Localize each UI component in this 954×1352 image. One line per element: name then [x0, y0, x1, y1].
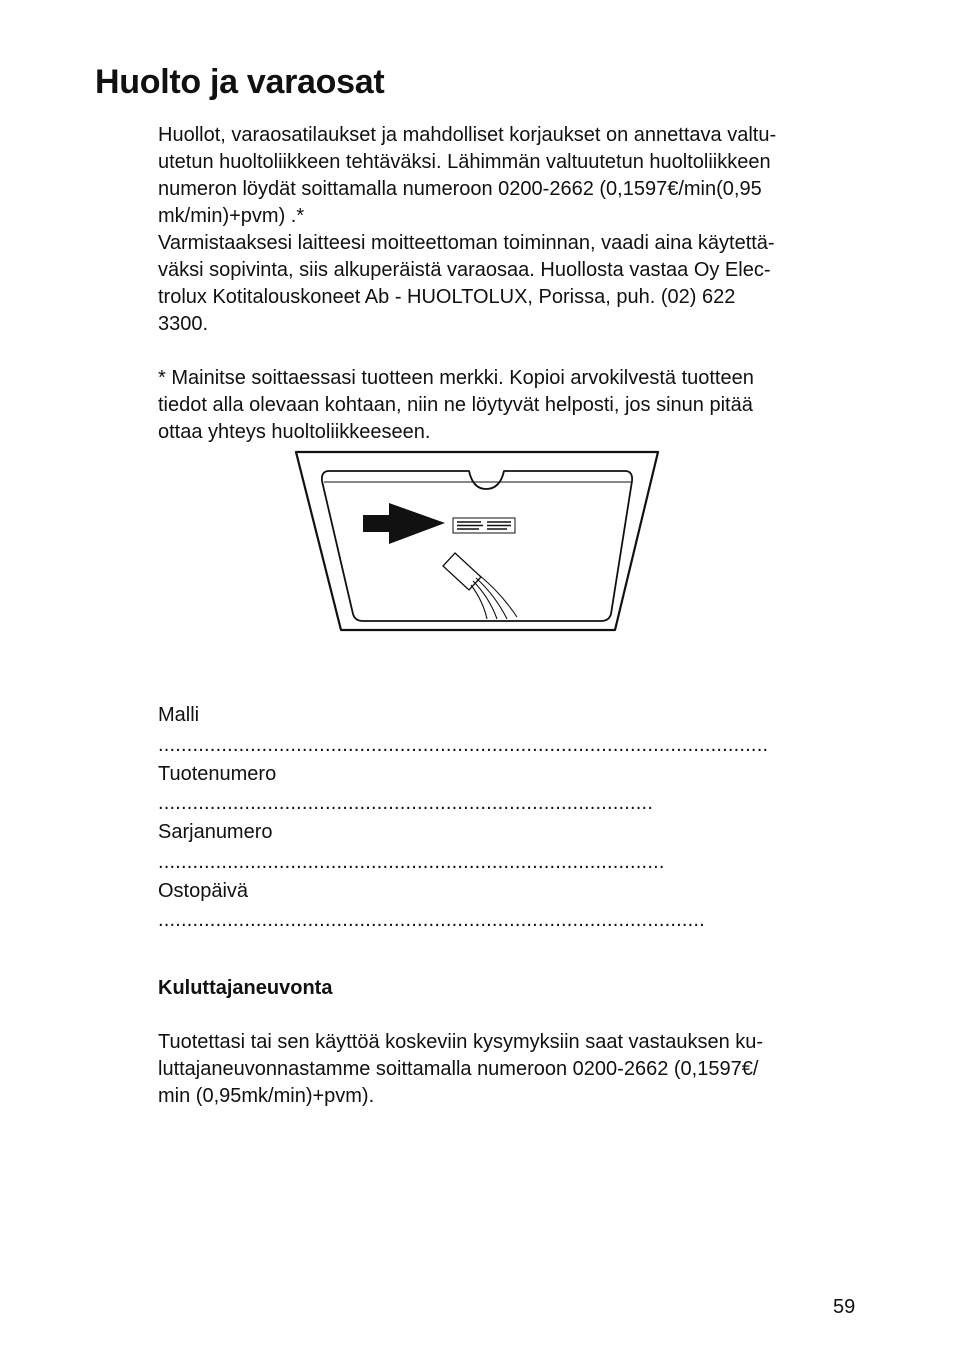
consumer-advice-line: min (0,95mk/min)+pvm). — [158, 1085, 375, 1107]
intro-line: 3300. — [158, 313, 209, 335]
page-number: 59 — [833, 1296, 856, 1318]
intro-line: Huollot, varaosatilaukset ja mahdolliset korjaukset on annettava valtu- — [158, 124, 777, 146]
intro-line: numeron löydät soittamalla numeroon 0200-2662 (0,1597€/min(0,95 — [158, 178, 762, 200]
consumer-advice-heading: Kuluttajaneuvonta — [158, 977, 333, 999]
footnote-line: ottaa yhteys huoltoliikkeeseen. — [158, 421, 431, 443]
purchase-date-fill-line: ............................................................................................... — [158, 909, 705, 931]
footnote-line: * Mainitse soittaessasi tuotteen merkki. Kopioi arvokilvestä tuotteen — [158, 367, 754, 389]
serial-number-label: Sarjanumero — [158, 821, 273, 843]
product-number-label: Tuotenumero — [158, 763, 277, 785]
intro-line: trolux Kotitalouskoneet Ab - HUOLTOLUX, Porissa, puh. (02) 622 — [158, 286, 736, 308]
intro-line: väksi sopivinta, siis alkuperäistä varaosaa. Huollosta vastaa Oy Elec- — [158, 259, 771, 281]
page-title: Huolto ja varaosat — [95, 63, 385, 101]
serial-number-fill-line: ........................................................................................ — [158, 851, 665, 873]
footnote-line: tiedot alla olevaan kohtaan, niin ne löytyvät helposti, jos sinun pitää — [158, 394, 753, 416]
purchase-date-label: Ostopäivä — [158, 880, 249, 902]
consumer-advice-line: Tuotettasi tai sen käyttöä koskeviin kysymyksiin saat vastauksen ku- — [158, 1031, 764, 1053]
intro-line: Varmistaaksesi laitteesi moitteettoman toiminnan, vaadi aina käytettä- — [158, 232, 775, 254]
model-fill-line: .......................................................................................................... — [158, 734, 769, 756]
rating-plate-icon — [453, 518, 515, 533]
intro-line: mk/min)+pvm) .* — [158, 205, 305, 227]
consumer-advice-paragraph — [158, 1029, 868, 1110]
rating-plate-illustration — [293, 449, 661, 633]
intro-line: utetun huoltoliikkeen tehtäväksi. Lähimmän valtuutetun huoltoliikkeen — [158, 151, 771, 173]
product-number-fill-line: ...................................................................................... — [158, 792, 654, 814]
footnote-paragraph — [158, 365, 868, 446]
intro-paragraph — [158, 122, 868, 338]
appliance-inner-panel — [322, 471, 632, 621]
consumer-advice-line: luttajaneuvonnastamme soittamalla numeroon 0200-2662 (0,1597€/ — [158, 1058, 759, 1080]
model-label: Malli — [158, 704, 200, 726]
